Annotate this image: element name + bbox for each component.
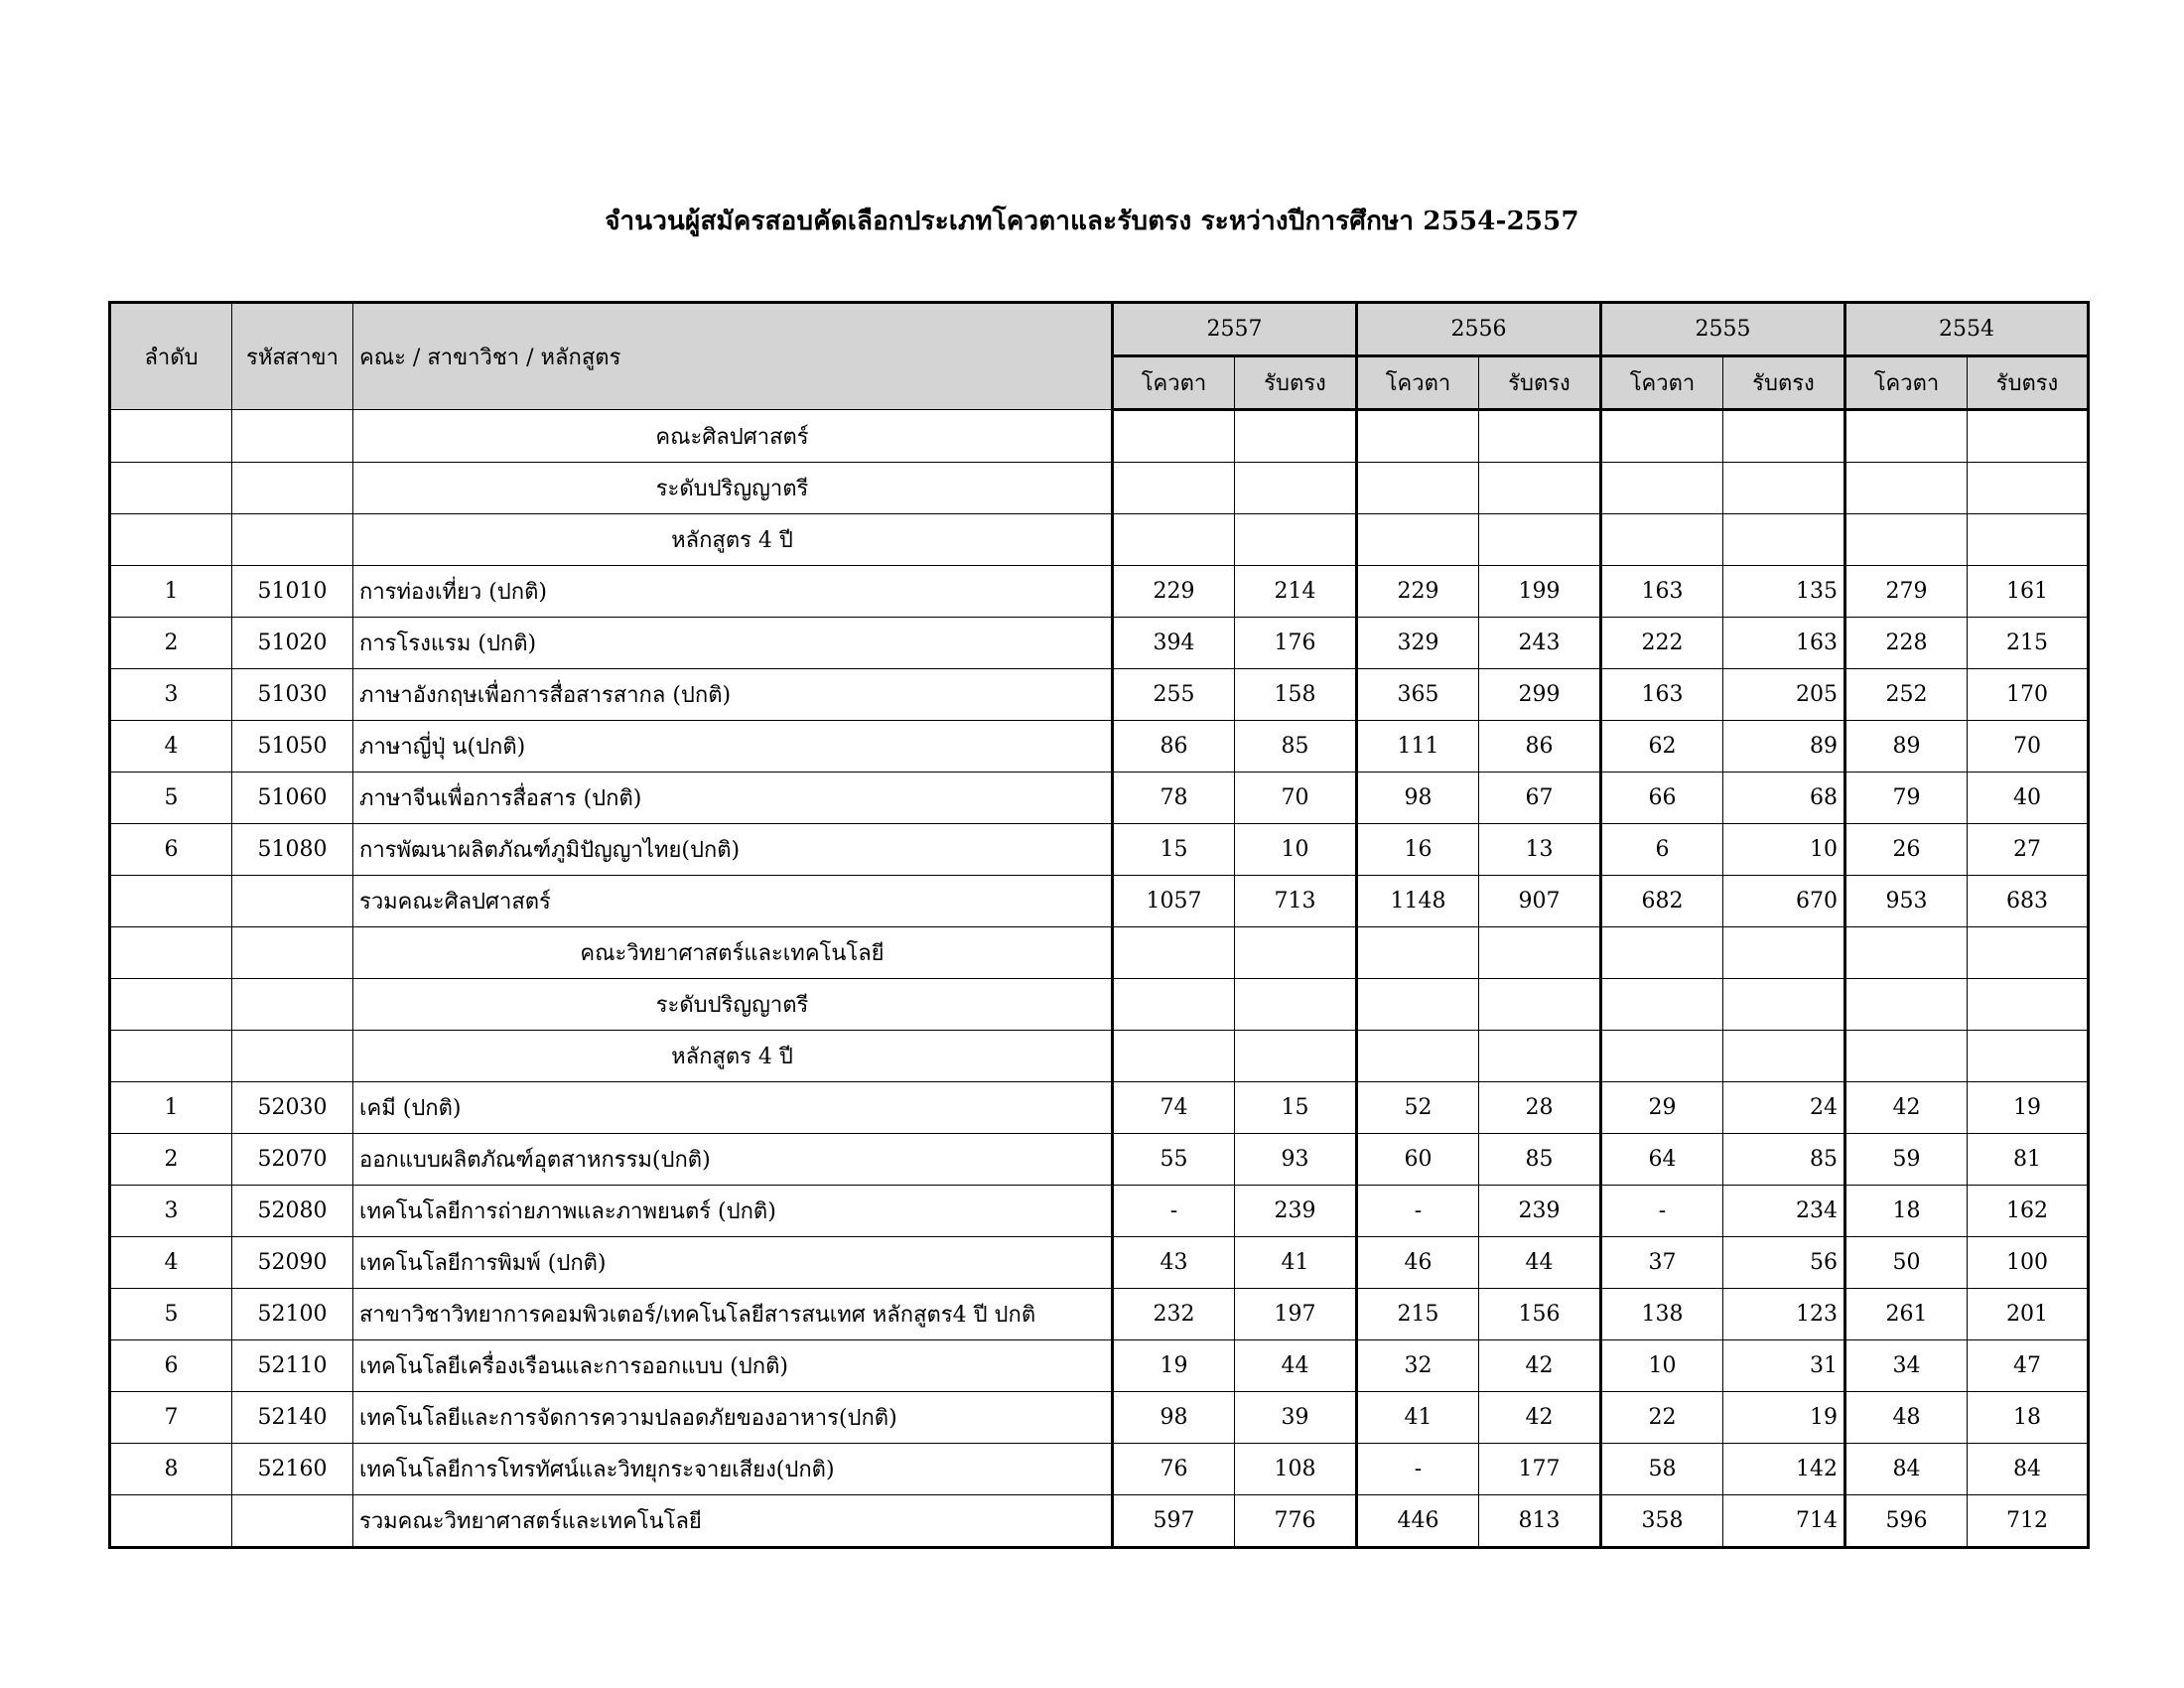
- row-number: 5: [110, 1289, 232, 1340]
- empty-cell: [1235, 410, 1357, 463]
- empty-cell: [1357, 410, 1479, 463]
- empty-cell: [1357, 463, 1479, 514]
- applicant-count: 279: [1845, 566, 1968, 618]
- row-number: 3: [110, 1186, 232, 1237]
- applicant-count: 214: [1235, 566, 1357, 618]
- applicant-count: 176: [1235, 618, 1357, 669]
- row-number: 7: [110, 1392, 232, 1444]
- section-row: [110, 514, 2089, 566]
- empty-cell: [1357, 927, 1479, 979]
- applicant-count: 10: [1723, 824, 1845, 876]
- section-heading: หลักสูตร 4 ปี: [353, 1031, 1113, 1082]
- table-row: [110, 1289, 2089, 1340]
- applicant-count: 76: [1113, 1444, 1235, 1495]
- empty-cell: [1357, 1031, 1479, 1082]
- applicant-count: 329: [1357, 618, 1479, 669]
- applicant-count: 170: [1968, 669, 2089, 721]
- table-header: [110, 303, 2089, 410]
- applicant-count: 31: [1723, 1340, 1845, 1392]
- empty-cell: [1235, 979, 1357, 1031]
- applicant-count: 79: [1845, 773, 1968, 824]
- applicant-count: 39: [1235, 1392, 1357, 1444]
- applicant-count: 86: [1113, 721, 1235, 773]
- program-code: 52100: [232, 1289, 353, 1340]
- applicant-count: 123: [1723, 1289, 1845, 1340]
- applicant-count: 100: [1968, 1237, 2089, 1289]
- applicant-count: 234: [1723, 1186, 1845, 1237]
- applicant-count: 85: [1479, 1134, 1601, 1186]
- applicant-count: 41: [1357, 1392, 1479, 1444]
- applicant-count: 34: [1845, 1340, 1968, 1392]
- applicant-count: 163: [1601, 566, 1723, 618]
- applicant-count: 239: [1235, 1186, 1357, 1237]
- empty-cell: [1601, 514, 1723, 566]
- table-row: [110, 1444, 2089, 1495]
- program-code: 51050: [232, 721, 353, 773]
- applicant-count: 243: [1479, 618, 1601, 669]
- applicant-count: 46: [1357, 1237, 1479, 1289]
- empty-cell: [232, 514, 353, 566]
- total-count: 446: [1357, 1495, 1479, 1548]
- empty-cell: [1723, 927, 1845, 979]
- empty-cell: [1968, 1031, 2089, 1082]
- applicant-count: 18: [1845, 1186, 1968, 1237]
- applicant-count: 86: [1479, 721, 1601, 773]
- empty-cell: [1479, 514, 1601, 566]
- header-quota: โควตา: [1113, 356, 1235, 410]
- applicant-count: 98: [1113, 1392, 1235, 1444]
- section-heading: ระดับปริญญาตรี: [353, 463, 1113, 514]
- document-title: จำนวนผู้สมัครสอบคัดเลือกประเภทโควตาและรับตรง ระหว่างปีการศึกษา 2554-2557: [605, 207, 1579, 236]
- header-name: คณะ / สาขาวิชา / หลักสูตร: [353, 303, 1113, 410]
- section-heading: คณะวิทยาศาสตร์และเทคโนโลยี: [353, 927, 1113, 979]
- header-year: 2556: [1357, 303, 1601, 356]
- applicant-count: 47: [1968, 1340, 2089, 1392]
- section-row: [110, 463, 2089, 514]
- applicant-count: 37: [1601, 1237, 1723, 1289]
- applicant-count: 177: [1479, 1444, 1601, 1495]
- row-number: 2: [110, 1134, 232, 1186]
- applicant-count: 10: [1601, 1340, 1723, 1392]
- empty-cell: [1601, 410, 1723, 463]
- empty-cell: [232, 1495, 353, 1548]
- table-row: [110, 824, 2089, 876]
- empty-cell: [1845, 514, 1968, 566]
- empty-cell: [232, 876, 353, 927]
- applicant-count: 84: [1845, 1444, 1968, 1495]
- total-count: 597: [1113, 1495, 1235, 1548]
- empty-cell: [232, 463, 353, 514]
- program-name: ภาษาญี่ปุ่ น(ปกติ): [353, 721, 1113, 773]
- applicant-count: 43: [1113, 1237, 1235, 1289]
- applicants-table: [108, 301, 2090, 1549]
- applicant-count: 138: [1601, 1289, 1723, 1340]
- empty-cell: [1479, 1031, 1601, 1082]
- applicant-count: 42: [1479, 1340, 1601, 1392]
- empty-cell: [1845, 463, 1968, 514]
- empty-cell: [1113, 927, 1235, 979]
- applicant-count: 41: [1235, 1237, 1357, 1289]
- applicant-count: 93: [1235, 1134, 1357, 1186]
- header-year: 2555: [1601, 303, 1845, 356]
- table-row: [110, 1134, 2089, 1186]
- applicant-count: 229: [1113, 566, 1235, 618]
- empty-cell: [1968, 410, 2089, 463]
- program-code: 52090: [232, 1237, 353, 1289]
- applicant-count: 10: [1235, 824, 1357, 876]
- empty-cell: [1968, 979, 2089, 1031]
- row-number: 1: [110, 1082, 232, 1134]
- empty-cell: [1479, 927, 1601, 979]
- empty-cell: [1601, 1031, 1723, 1082]
- total-count: 682: [1601, 876, 1723, 927]
- program-name: เทคโนโลยีการโทรทัศน์และวิทยุกระจายเสียง(ปกติ): [353, 1444, 1113, 1495]
- applicant-count: 66: [1601, 773, 1723, 824]
- applicant-count: 163: [1601, 669, 1723, 721]
- total-count: 1148: [1357, 876, 1479, 927]
- program-code: 52070: [232, 1134, 353, 1186]
- header-direct: รับตรง: [1479, 356, 1601, 410]
- empty-cell: [1845, 979, 1968, 1031]
- empty-cell: [1601, 979, 1723, 1031]
- applicant-count: 85: [1723, 1134, 1845, 1186]
- section-heading: หลักสูตร 4 ปี: [353, 514, 1113, 566]
- total-count: 907: [1479, 876, 1601, 927]
- applicant-count: 55: [1113, 1134, 1235, 1186]
- empty-cell: [1235, 927, 1357, 979]
- table-body: [110, 410, 2089, 1548]
- program-code: 52080: [232, 1186, 353, 1237]
- empty-cell: [1479, 463, 1601, 514]
- empty-cell: [110, 927, 232, 979]
- empty-cell: [1845, 1031, 1968, 1082]
- applicant-count: 239: [1479, 1186, 1601, 1237]
- empty-cell: [110, 514, 232, 566]
- empty-cell: [1113, 514, 1235, 566]
- applicant-count: 89: [1723, 721, 1845, 773]
- applicant-count: 156: [1479, 1289, 1601, 1340]
- applicant-count: 74: [1113, 1082, 1235, 1134]
- empty-cell: [1113, 1031, 1235, 1082]
- applicant-count: 15: [1113, 824, 1235, 876]
- row-number: 6: [110, 824, 232, 876]
- empty-cell: [1235, 1031, 1357, 1082]
- total-count: 1057: [1113, 876, 1235, 927]
- program-name: เทคโนโลยีการพิมพ์ (ปกติ): [353, 1237, 1113, 1289]
- applicant-count: 22: [1601, 1392, 1723, 1444]
- table-row: [110, 1340, 2089, 1392]
- program-name: สาขาวิชาวิทยาการคอมพิวเตอร์/เทคโนโลยีสารสนเทศ หลักสูตร4 ปี ปกติ: [353, 1289, 1113, 1340]
- empty-cell: [1113, 979, 1235, 1031]
- applicant-count: 59: [1845, 1134, 1968, 1186]
- applicant-count: -: [1113, 1186, 1235, 1237]
- table-row: [110, 566, 2089, 618]
- program-name: ออกแบบผลิตภัณฑ์อุตสาหกรรม(ปกติ): [353, 1134, 1113, 1186]
- applicant-count: 89: [1845, 721, 1968, 773]
- program-code: 51080: [232, 824, 353, 876]
- row-number: 3: [110, 669, 232, 721]
- applicant-count: 27: [1968, 824, 2089, 876]
- empty-cell: [232, 927, 353, 979]
- row-number: 4: [110, 721, 232, 773]
- applicant-count: 255: [1113, 669, 1235, 721]
- total-count: 712: [1968, 1495, 2089, 1548]
- empty-cell: [232, 1031, 353, 1082]
- applicant-count: 111: [1357, 721, 1479, 773]
- section-row: [110, 1031, 2089, 1082]
- applicant-count: 201: [1968, 1289, 2089, 1340]
- empty-cell: [1113, 463, 1235, 514]
- section-row: [110, 927, 2089, 979]
- empty-cell: [1601, 927, 1723, 979]
- program-name: เคมี (ปกติ): [353, 1082, 1113, 1134]
- applicant-count: 98: [1357, 773, 1479, 824]
- applicant-count: 108: [1235, 1444, 1357, 1495]
- applicant-count: 56: [1723, 1237, 1845, 1289]
- applicant-count: 229: [1357, 566, 1479, 618]
- applicant-count: 70: [1968, 721, 2089, 773]
- table-row: [110, 1186, 2089, 1237]
- program-name: ภาษาจีนเพื่อการสื่อสาร (ปกติ): [353, 773, 1113, 824]
- applicant-count: 19: [1113, 1340, 1235, 1392]
- empty-cell: [1235, 514, 1357, 566]
- applicant-count: 13: [1479, 824, 1601, 876]
- total-count: 714: [1723, 1495, 1845, 1548]
- applicant-count: 42: [1845, 1082, 1968, 1134]
- applicant-count: 228: [1845, 618, 1968, 669]
- applicant-count: 222: [1601, 618, 1723, 669]
- total-count: 670: [1723, 876, 1845, 927]
- empty-cell: [1235, 463, 1357, 514]
- applicant-count: 6: [1601, 824, 1723, 876]
- table-row: [110, 669, 2089, 721]
- program-name: การพัฒนาผลิตภัณฑ์ภูมิปัญญาไทย(ปกติ): [353, 824, 1113, 876]
- total-count: 813: [1479, 1495, 1601, 1548]
- total-count: 953: [1845, 876, 1968, 927]
- section-row: [110, 410, 2089, 463]
- total-count: 683: [1968, 876, 2089, 927]
- table-row: [110, 773, 2089, 824]
- applicant-count: 68: [1723, 773, 1845, 824]
- header-year: 2554: [1845, 303, 2089, 356]
- program-code: 52160: [232, 1444, 353, 1495]
- applicant-count: 232: [1113, 1289, 1235, 1340]
- applicant-count: 19: [1968, 1082, 2089, 1134]
- empty-cell: [1845, 927, 1968, 979]
- empty-cell: [232, 979, 353, 1031]
- header-year: 2557: [1113, 303, 1357, 356]
- empty-cell: [1968, 927, 2089, 979]
- empty-cell: [1357, 979, 1479, 1031]
- applicant-count: 60: [1357, 1134, 1479, 1186]
- empty-cell: [1113, 410, 1235, 463]
- applicant-count: 205: [1723, 669, 1845, 721]
- program-code: 51020: [232, 618, 353, 669]
- applicant-count: 52: [1357, 1082, 1479, 1134]
- applicant-count: 78: [1113, 773, 1235, 824]
- header-quota: โควตา: [1601, 356, 1723, 410]
- row-number: 4: [110, 1237, 232, 1289]
- applicant-count: 19: [1723, 1392, 1845, 1444]
- header-direct: รับตรง: [1235, 356, 1357, 410]
- empty-cell: [110, 979, 232, 1031]
- program-name: เทคโนโลยีเครื่องเรือนและการออกแบบ (ปกติ): [353, 1340, 1113, 1392]
- applicant-count: 215: [1968, 618, 2089, 669]
- program-name: ภาษาอังกฤษเพื่อการสื่อสารสากล (ปกติ): [353, 669, 1113, 721]
- applicant-count: 365: [1357, 669, 1479, 721]
- applicant-count: 67: [1479, 773, 1601, 824]
- applicant-count: 215: [1357, 1289, 1479, 1340]
- empty-cell: [110, 876, 232, 927]
- empty-cell: [1968, 463, 2089, 514]
- applicant-count: 44: [1235, 1340, 1357, 1392]
- applicant-count: -: [1601, 1186, 1723, 1237]
- applicant-count: 15: [1235, 1082, 1357, 1134]
- table-row: [110, 721, 2089, 773]
- applicant-count: 84: [1968, 1444, 2089, 1495]
- program-code: 51030: [232, 669, 353, 721]
- applicant-count: 299: [1479, 669, 1601, 721]
- applicant-count: 64: [1601, 1134, 1723, 1186]
- applicant-count: 199: [1479, 566, 1601, 618]
- applicant-count: 81: [1968, 1134, 2089, 1186]
- empty-cell: [1723, 979, 1845, 1031]
- applicant-count: 28: [1479, 1082, 1601, 1134]
- total-count: 776: [1235, 1495, 1357, 1548]
- empty-cell: [1479, 410, 1601, 463]
- row-number: 8: [110, 1444, 232, 1495]
- applicant-count: 394: [1113, 618, 1235, 669]
- total-row: [110, 1495, 2089, 1548]
- total-count: 358: [1601, 1495, 1723, 1548]
- applicant-count: 42: [1479, 1392, 1601, 1444]
- header-quota: โควตา: [1845, 356, 1968, 410]
- table-row: [110, 1392, 2089, 1444]
- empty-cell: [232, 410, 353, 463]
- empty-cell: [1723, 514, 1845, 566]
- header-direct: รับตรง: [1723, 356, 1845, 410]
- table-row: [110, 1237, 2089, 1289]
- applicant-count: 58: [1601, 1444, 1723, 1495]
- empty-cell: [1479, 979, 1601, 1031]
- program-name: การท่องเที่ยว (ปกติ): [353, 566, 1113, 618]
- section-row: [110, 979, 2089, 1031]
- applicant-count: -: [1357, 1186, 1479, 1237]
- applicant-count: 62: [1601, 721, 1723, 773]
- applicant-count: 24: [1723, 1082, 1845, 1134]
- program-code: 51010: [232, 566, 353, 618]
- table-row: [110, 618, 2089, 669]
- empty-cell: [1723, 410, 1845, 463]
- applicant-count: 161: [1968, 566, 2089, 618]
- applicant-count: 261: [1845, 1289, 1968, 1340]
- empty-cell: [1723, 463, 1845, 514]
- applicant-count: 142: [1723, 1444, 1845, 1495]
- applicant-count: 135: [1723, 566, 1845, 618]
- program-code: 51060: [232, 773, 353, 824]
- empty-cell: [1968, 514, 2089, 566]
- program-name: เทคโนโลยีการถ่ายภาพและภาพยนตร์ (ปกติ): [353, 1186, 1113, 1237]
- applicant-count: 70: [1235, 773, 1357, 824]
- applicant-count: 158: [1235, 669, 1357, 721]
- header-quota: โควตา: [1357, 356, 1479, 410]
- total-count: 596: [1845, 1495, 1968, 1548]
- empty-cell: [110, 463, 232, 514]
- program-code: 52030: [232, 1082, 353, 1134]
- empty-cell: [110, 1495, 232, 1548]
- applicant-count: 18: [1968, 1392, 2089, 1444]
- empty-cell: [110, 410, 232, 463]
- empty-cell: [1357, 514, 1479, 566]
- program-name: เทคโนโลยีและการจัดการความปลอดภัยของอาหาร(ปกติ): [353, 1392, 1113, 1444]
- applicant-count: 50: [1845, 1237, 1968, 1289]
- total-label: รวมคณะวิทยาศาสตร์และเทคโนโลยี: [353, 1495, 1113, 1548]
- empty-cell: [1601, 463, 1723, 514]
- applicant-count: 40: [1968, 773, 2089, 824]
- section-heading: คณะศิลปศาสตร์: [353, 410, 1113, 463]
- row-number: 5: [110, 773, 232, 824]
- empty-cell: [1723, 1031, 1845, 1082]
- applicant-count: 29: [1601, 1082, 1723, 1134]
- applicant-count: 85: [1235, 721, 1357, 773]
- header-code: รหัสสาขา: [232, 303, 353, 410]
- total-label: รวมคณะศิลปศาสตร์: [353, 876, 1113, 927]
- program-code: 52140: [232, 1392, 353, 1444]
- applicant-count: 26: [1845, 824, 1968, 876]
- empty-cell: [110, 1031, 232, 1082]
- applicant-count: 197: [1235, 1289, 1357, 1340]
- applicant-count: 44: [1479, 1237, 1601, 1289]
- table-row: [110, 1082, 2089, 1134]
- total-row: [110, 876, 2089, 927]
- applicant-count: -: [1357, 1444, 1479, 1495]
- applicant-count: 48: [1845, 1392, 1968, 1444]
- row-number: 2: [110, 618, 232, 669]
- total-count: 713: [1235, 876, 1357, 927]
- row-number: 1: [110, 566, 232, 618]
- applicant-count: 162: [1968, 1186, 2089, 1237]
- applicant-count: 163: [1723, 618, 1845, 669]
- empty-cell: [1845, 410, 1968, 463]
- applicant-count: 16: [1357, 824, 1479, 876]
- program-code: 52110: [232, 1340, 353, 1392]
- header-seq: ลำดับ: [110, 303, 232, 410]
- program-name: การโรงแรม (ปกติ): [353, 618, 1113, 669]
- row-number: 6: [110, 1340, 232, 1392]
- applicant-count: 252: [1845, 669, 1968, 721]
- section-heading: ระดับปริญญาตรี: [353, 979, 1113, 1031]
- header-direct: รับตรง: [1968, 356, 2089, 410]
- applicant-count: 32: [1357, 1340, 1479, 1392]
